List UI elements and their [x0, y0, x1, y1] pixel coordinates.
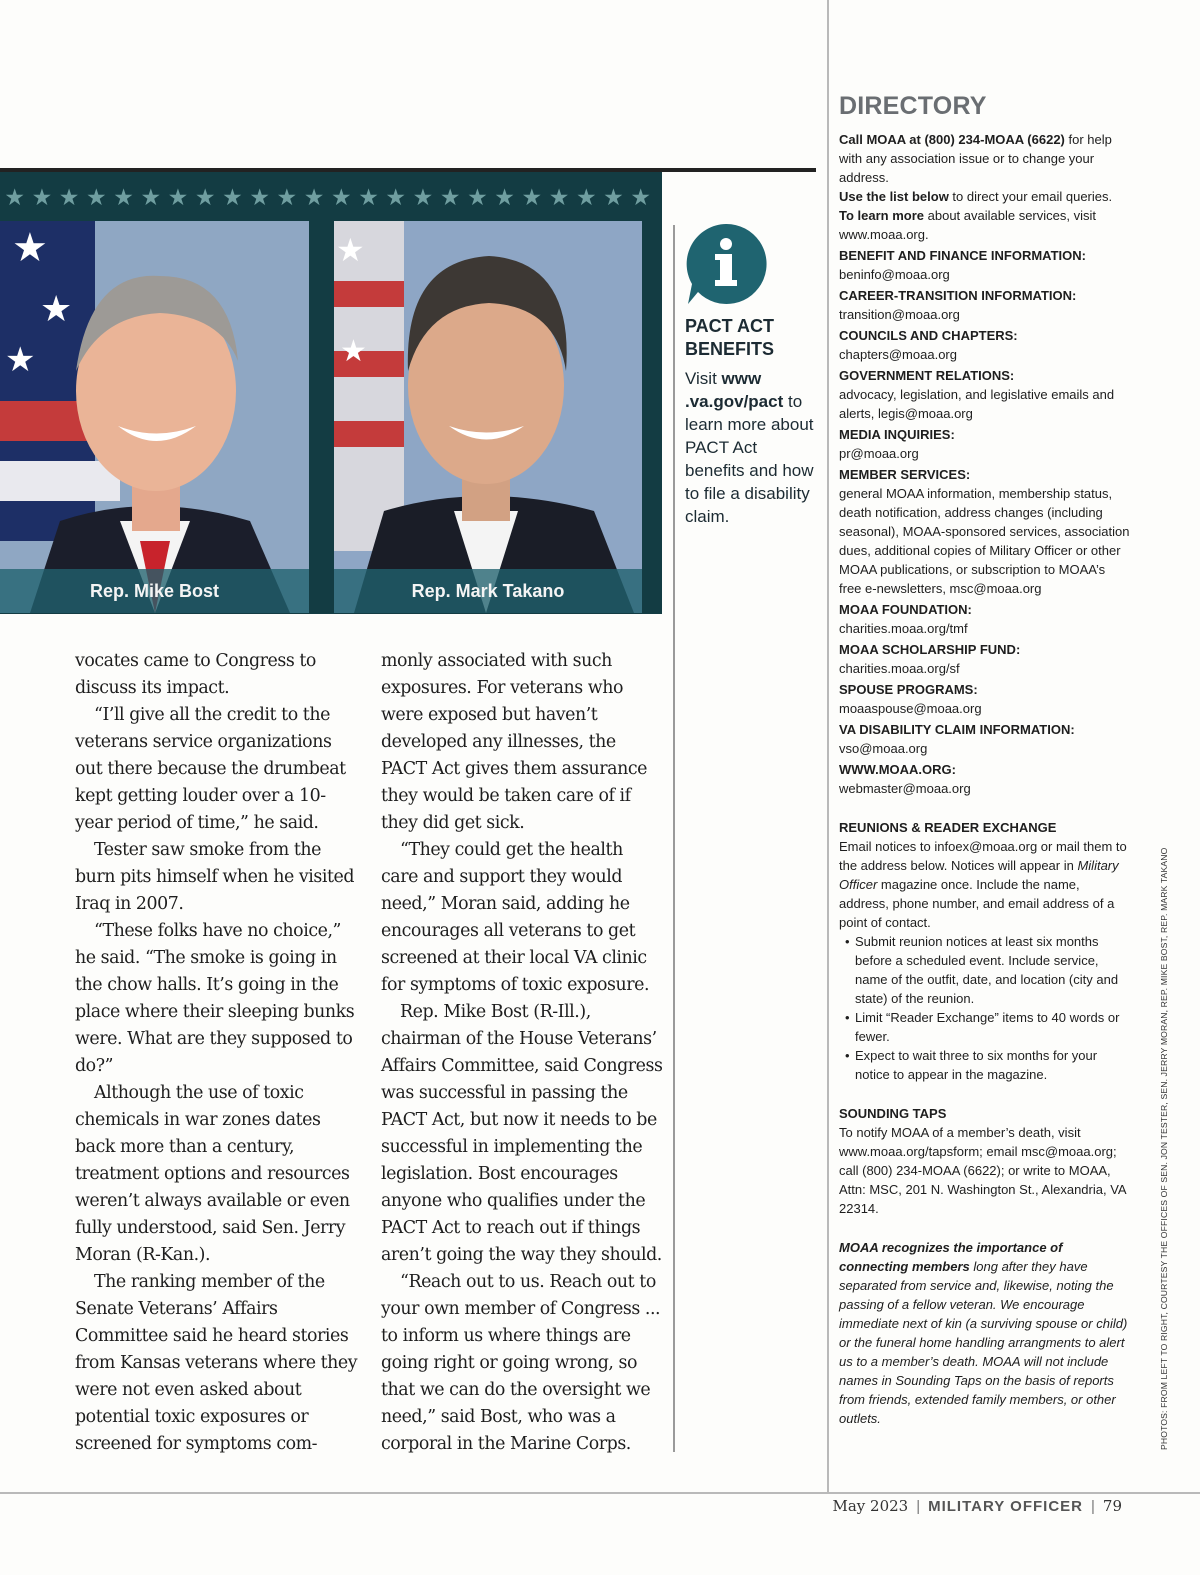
svg-text:★: ★ [340, 334, 367, 369]
category-name: SPOUSE PROGRAMS: [839, 682, 978, 697]
paragraph: “Reach out to us. Reach out to your own member of Congress ... to inform us where things are going right or going wrong, so that we can do the oversight we need,” said Bost, who was a corporal in the Marine Corps. [381, 1272, 661, 1454]
info-text-before: Visit [685, 369, 722, 388]
list-item: • Expect to wait three to six months for your notice to appear in the magazine. [847, 1046, 1131, 1084]
paragraph: monly associated with such exposures. For veterans who were exposed but haven’t developed any illnesses, the PACT Act gives them assurance they would be taken care of if they did get sick. [381, 651, 647, 833]
reunions-text-italic: Military Officer [839, 858, 1119, 892]
category-detail[interactable]: charities.moaa.org/sf [839, 661, 960, 676]
svg-text:★: ★ [5, 340, 36, 380]
portrait-image [334, 221, 642, 613]
category-name: GOVERNMENT RELATIONS: [839, 368, 1015, 383]
sidebar-rule [673, 225, 675, 1452]
use-bold: Use the list below [839, 189, 949, 204]
footer-separator: | [916, 1497, 921, 1515]
footer-separator: | [1091, 1497, 1095, 1515]
stars-decoration: ★★★★★★★★★★★★★★★★★★★★★★★★ [4, 183, 658, 210]
reunions-text [839, 837, 1131, 932]
category-name: MOAA SCHOLARSHIP FUND: [839, 642, 1021, 657]
svg-text:★: ★ [12, 225, 48, 271]
info-text [685, 367, 815, 528]
paragraph: Although the use of toxic chemicals in war zones dates back more than a century, treatment options and resources weren’t always available or even fully understood, said Sen. Jerry Moran (R-Kan.). [75, 1083, 350, 1265]
call-rest: for help with any association issue or to change your address. [839, 132, 1112, 185]
directory [839, 90, 1131, 1428]
page-number: 79 [1102, 1497, 1122, 1515]
photo-mike-bost [0, 221, 309, 613]
reunions-title: REUNIONS & READER EXCHANGE [839, 820, 1057, 835]
svg-text:★: ★ [40, 289, 73, 330]
category-detail[interactable]: beninfo@moaa.org [839, 267, 950, 282]
spacer [839, 798, 1131, 818]
category-detail[interactable]: charities.moaa.org/tmf [839, 621, 968, 636]
info-icon [684, 222, 768, 306]
category-detail[interactable]: webmaster@moaa.org [839, 781, 971, 796]
taps-title: SOUNDING TAPS [839, 1106, 947, 1121]
article-column-2 [381, 648, 663, 1458]
category-name: WWW.MOAA.ORG: [839, 762, 956, 777]
spacer [839, 1084, 1131, 1104]
info-title: PACT ACT BENEFITS [685, 316, 775, 359]
learn-rest: about available services, visit www.moaa.org. [839, 208, 1096, 242]
category-name: VA DISABILITY CLAIM INFORMATION: [839, 722, 1075, 737]
paragraph: The ranking member of the Senate Veterans’ Affairs Committee said he heard stories from Kansas veterans where they were not even asked about potential toxic exposures or screened for symptoms com- [75, 1272, 358, 1454]
paragraph: “I’ll give all the credit to the veterans service organizations out there because the drumbeat kept getting louder over a 10-year period of time,” he said. [75, 705, 346, 833]
portrait-image [0, 221, 309, 613]
category-detail[interactable]: transition@moaa.org [839, 307, 960, 322]
photo-credit: PHOTOS: FROM LEFT TO RIGHT, COURTESY THE OFFICES OF SEN. JON TESTER, SEN. JERRY MORAN, REP. MIKE BOST, REP. MARK TAKANO [1159, 847, 1169, 1450]
category-detail[interactable]: moaaspouse@moaa.org [839, 701, 982, 716]
category-name: CAREER-TRANSITION INFORMATION: [839, 288, 1077, 303]
reunions-text-1: Email notices to infoex@moaa.org or mail them to the address below. Notices will appear in [839, 839, 1127, 873]
directory-learn [839, 206, 1131, 244]
category-name: MEDIA INQUIRIES: [839, 427, 955, 442]
directory-call [839, 130, 1131, 187]
closing-rest: long after they have separated from service and, likewise, noting the passing of a fellow veteran. We encourage immediate next of kin (a surviving spouse or child) or the funeral home handling arrangments to alert us to a member’s death. MOAA will not include names in Sounding Taps on the basis of reports from friends, extended family members, or other outlets. [839, 1259, 1128, 1426]
directory-use [839, 187, 1131, 206]
paragraph: Rep. Mike Bost (R-Ill.), chairman of the House Veterans’ Affairs Committee, said Congress was successful in passing the PACT Act, but now it needs to be successful in implementing the legislation. Bost encourages anyone who qualifies under the PACT Act to reach out if things aren’t going the way they should. [381, 1002, 663, 1265]
paragraph: Tester saw smoke from the burn pits himself when he visited Iraq in 2007. [75, 840, 355, 914]
reunions-list [839, 932, 1131, 1084]
info-text-after: to learn more about PACT Act benefits and how to file a disability claim. [685, 392, 814, 526]
spacer [839, 1218, 1131, 1238]
stars-row [0, 182, 662, 212]
column-divider [827, 0, 829, 1493]
category-detail[interactable]: vso@moaa.org [839, 741, 928, 756]
article-column-1 [75, 648, 360, 1458]
category-name: BENEFIT AND FINANCE INFORMATION: [839, 248, 1086, 263]
category-detail[interactable]: chapters@moaa.org [839, 347, 957, 362]
taps-text: To notify MOAA of a member’s death, visit www.moaa.org/tapsform; email msc@moaa.org; call (800) 234-MOAA (6622); or write to MOAA, Attn: MSC, 201 N. Washington St., Alexandria, VA 22314. [839, 1125, 1126, 1216]
paragraph: vocates came to Congress to discuss its impact. [75, 651, 316, 698]
learn-bold: To learn more [839, 208, 925, 223]
category-detail[interactable]: pr@moaa.org [839, 446, 919, 461]
call-bold: Call MOAA at (800) 234-MOAA (6622) [839, 132, 1065, 147]
photo-mark-takano [334, 221, 642, 613]
category-detail[interactable]: advocacy, legislation, and legislative emails and alerts, legis@moaa.org [839, 387, 1115, 421]
footer-date: May 2023 [832, 1497, 909, 1515]
category-name: MEMBER SERVICES: [839, 467, 971, 482]
info-link[interactable]: www .va.gov/pact [685, 369, 784, 411]
closing-note [839, 1238, 1131, 1428]
page-footer [832, 1497, 1122, 1515]
photo-caption: Rep. Mike Bost [0, 569, 309, 613]
list-item: • Submit reunion notices at least six months before a scheduled event. Include service, name of the outfit, date, and location (city and state) of the reunion. [847, 932, 1131, 1008]
footer-magazine: MILITARY OFFICER [928, 1497, 1083, 1515]
category-name: MOAA FOUNDATION: [839, 602, 972, 617]
footer-rule [0, 1492, 1200, 1494]
category-detail[interactable]: general MOAA information, membership status, death notification, address changes (including seasonal), MOAA-sponsored services, association dues, additional copies of Military Officer or other MOAA publications, or subscription to MOAA’s free e-newsletters, msc@moaa.org [839, 486, 1130, 596]
reunions-text-2: magazine once. Include the name, address, phone number, and email address of a point of contact. [839, 877, 1115, 930]
svg-text:★: ★ [336, 231, 365, 269]
paragraph: “These folks have no choice,” he said. “The smoke is going in the chow halls. It’s going in the place where their sleeping bunks were. What are they supposed to do?” [75, 921, 355, 1076]
photo-caption: Rep. Mark Takano [334, 569, 642, 613]
use-rest: to direct your email queries. [948, 189, 1113, 204]
category-name: COUNCILS AND CHAPTERS: [839, 328, 1018, 343]
list-item: • Limit “Reader Exchange” items to 40 words or fewer. [847, 1008, 1131, 1046]
closing-bold: MOAA recognizes the importance of connecting members [839, 1240, 1063, 1274]
directory-title: DIRECTORY [839, 92, 987, 120]
paragraph: “They could get the health care and support they would need,” Moran said, adding he encourages all veterans to get screened at their local VA clinic for symptoms of toxic exposure. [381, 840, 650, 995]
